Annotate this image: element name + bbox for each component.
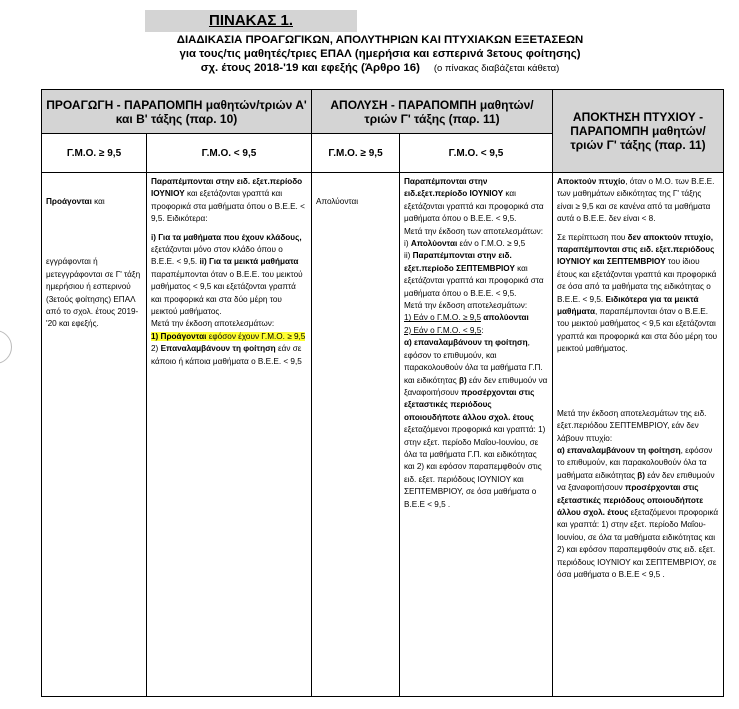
page-title: ΠΙΝΑΚΑΣ 1. [145, 10, 357, 32]
exams-table [41, 89, 724, 697]
scroll-circle-icon[interactable] [0, 330, 12, 364]
cell-promotion-referral: Παραπέμπονται στην ειδ. εξετ.περίοδο ΙΟΥΝΙΟΥ και εξετάζονται γραπτά και προφορικά στα μαθήματα όπου ο Β.Ε.Ε. < 9,5. Ειδικότερα: i) Για τα μαθήματα που έχουν κλάδους, εξετάζονται μόνο στον κλάδο όπου ο Β.Ε.Ε. < 9,5. ii) Για τα μεικτά μαθήματα παραπέμπονται όταν ο Β.Ε.Ε. του μεικτού μαθήματος < 9,5 και εξετάζονται γραπτά και προφορικά και στα δύο μέρη του μεικτού μαθήματος. Μετά την έκδοση αποτελεσμάτων: 1) Προάγονται εφόσον έχουν Γ.Μ.Ο. ≥ 9,5 2) Επαναλαμβάνουν τη φοίτηση εάν σε κάποιο ή κάποια μαθήματα ο Β.Ε.Ε. < 9,5 [147, 173, 312, 697]
cell-graduation-pass: Απολύονται [312, 173, 400, 697]
header-graduation: ΑΠΟΛΥΣΗ - ΠΑΡΑΠΟΜΠΗ μαθητών/τριών Γ' τάξης (παρ. 11) [312, 90, 553, 134]
reading-note: (ο πίνακας διαβάζεται κάθετα) [433, 63, 560, 74]
subtitle-line-3: σχ. έτους 2018-'19 και εφεξής (Άρθρο 16) (ο πίνακας διαβάζεται κάθετα) [200, 62, 560, 74]
cell-graduation-referral: Παραπέμπονται στην ειδ.εξετ.περίοδο ΙΟΥΝΙΟΥ και εξετάζονται γραπτά και προφορικά στα μαθήματα όπου ο Β.Ε.Ε. < 9,5. Μετά την έκδοση των αποτελεσμάτων: i) Απολύονται εάν ο Γ.Μ.Ο. ≥ 9,5 ii) Παραπέμπονται στην ειδ. εξετ.περίοδο ΣΕΠΤΕΜΒΡΙΟΥ και εξετάζονται γραπτά και προφορικά στα μαθήματα όπου ο Β.Ε.Ε. < 9,5. Μετά την έκδοση αποτελεσμάτων: 1) Εάν ο Γ.Μ.Ο. ≥ 9,5 απολύονται 2) Εάν ο Γ.Μ.Ο. < 9,5: α) επαναλαμβάνουν τη φοίτηση, εφόσον το επιθυμούν, και παρακολουθούν όλα τα μαθήματα Γ.Π. και ειδικότητας β) εάν δεν επιθυμούν να ξαναφοιτήσουν προσέρχονται στις εξεταστικές περιόδους οποιουδήποτε άλλου σχολ. έτους εξεταζόμενοι προφορικά και γραπτά: 1) στην εξετ. περίοδο Μαΐου-Ιουνίου, σε όλα τα μαθήματα Γ.Π. και ειδικότητας και 2) και εφόσον παραπεμφθούν στις ειδ. εξετ. περιόδους ΙΟΥΝΙΟΥ και ΣΕΠΤΕΜΒΡΙΟΥ, σε όσα μαθήματα ο Β.Ε.Ε < 9,5 . [400, 173, 553, 697]
subtitle-line-1: ΔΙΑΔΙΚΑΣΙΑ ΠΡΟΑΓΩΓΙΚΩΝ, ΑΠΟΛΥΤΗΡΙΩΝ ΚΑΙ ΠΤΥΧΙΑΚΩΝ ΕΞΕΤΑΣΕΩΝ [176, 34, 584, 46]
gmo-ge-col3: Γ.Μ.Ο. ≥ 9,5 [312, 134, 400, 173]
gmo-lt-col2: Γ.Μ.Ο. < 9,5 [147, 134, 312, 173]
cell-promotion-pass: Προάγονται και εγγράφονται ή μετεγγράφονται σε Γ' τάξη ημερήσιου ή εσπερινού (3ετούς φοίτησης) ΕΠΑΛ από το σχολ. έτους 2019-'20 και εφεξής. [42, 173, 147, 697]
gmo-lt-col4: Γ.Μ.Ο. < 9,5 [400, 134, 553, 173]
header-promotion: ΠΡΟΑΓΩΓΗ - ΠΑΡΑΠΟΜΠΗ μαθητών/τριών Α' και Β' τάξης (παρ. 10) [42, 90, 312, 134]
gmo-ge-col1: Γ.Μ.Ο. ≥ 9,5 [42, 134, 147, 173]
header-degree: ΑΠΟΚΤΗΣΗ ΠΤΥΧΙΟΥ - ΠΑΡΑΠΟΜΠΗ μαθητών/τριών Γ' τάξης (παρ. 11) [553, 90, 724, 173]
subtitle-line-2: για τους/τις μαθητές/τριες ΕΠΑΛ (ημερήσια και εσπερινά 3ετους φοίτησης) [179, 48, 581, 60]
cell-degree: Αποκτούν πτυχίο, όταν ο Μ.Ο. των Β.Ε.Ε. των μαθημάτων ειδικότητας της Γ' τάξης είναι ≥ 9,5 και σε κανένα από τα μαθήματα αυτά ο Β.Ε.Ε. δεν είναι < 8. Σε περίπτωση που δεν αποκτούν πτυχίο, παραπέμπονται στις ειδ. εξετ.περιόδους ΙΟΥΝΙΟΥ και ΣΕΠΤΕΜΒΡΙΟΥ του ίδιου έτους και εξετάζονται γραπτά και προφορικά σε όσα από τα μαθήματα της ειδικότητας ο Β.Ε.Ε. < 9,5. Ειδικότερα για τα μεικτά μαθήματα, παραπέμπονται όταν ο Β.Ε.Ε. του μεικτού μαθήματος < 9,5 και εξετάζονται γραπτά και προφορικά και στα δύο μέρη του μεικτού μαθήματος. Μετά την έκδοση αποτελεσμάτων της ειδ. εξετ.περιόδου ΣΕΠΤΕΜΒΡΙΟΥ, εάν δεν λάβουν πτυχίο: α) επαναλαμβάνουν τη φοίτηση, εφόσον το επιθυμούν, και παρακολουθούν όλα τα μαθήματα ειδικότητας β) εάν δεν επιθυμούν να ξαναφοιτήσουν προσέρχονται στις εξεταστικές περιόδους οποιουδήποτε άλλου σχολ. έτους εξεταζόμενοι προφορικά και γραπτά: 1) στην εξετ. περίοδο Μαΐου-Ιουνίου, σε όλα τα μαθήματα ειδικότητας και 2) και εφόσον παραπεμφθούν στις ειδ. εξετ. περιόδους ΙΟΥΝΙΟΥ και ΣΕΠΤΕΜΒΡΙΟΥ, σε όσα μαθήματα ο Β.Ε.Ε < 9,5 . [553, 173, 724, 697]
